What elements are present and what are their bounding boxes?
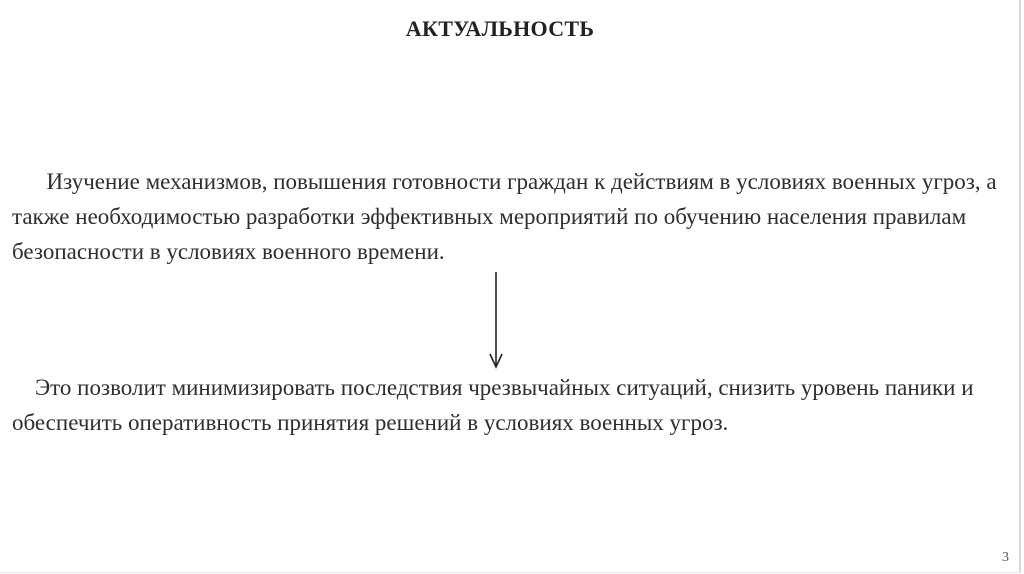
arrow-down-icon bbox=[484, 272, 508, 370]
relevance-paragraph: Изучение механизмов, повышения готовности граждан к действиям в условиях военных угроз, а также необходимостью разработки эффективных мероприятий по обучению населения правилам безопасности в условиях военного времени. bbox=[12, 169, 1003, 264]
outcome-paragraph: Это позволит минимизировать последствия чрезвычайных ситуаций, снизить уровень паники и обеспечить оперативность принятия решений в условиях военных угроз. bbox=[12, 375, 980, 435]
slide-title: АКТУАЛЬНОСТЬ bbox=[405, 16, 595, 41]
page-number: 3 bbox=[1002, 550, 1009, 565]
